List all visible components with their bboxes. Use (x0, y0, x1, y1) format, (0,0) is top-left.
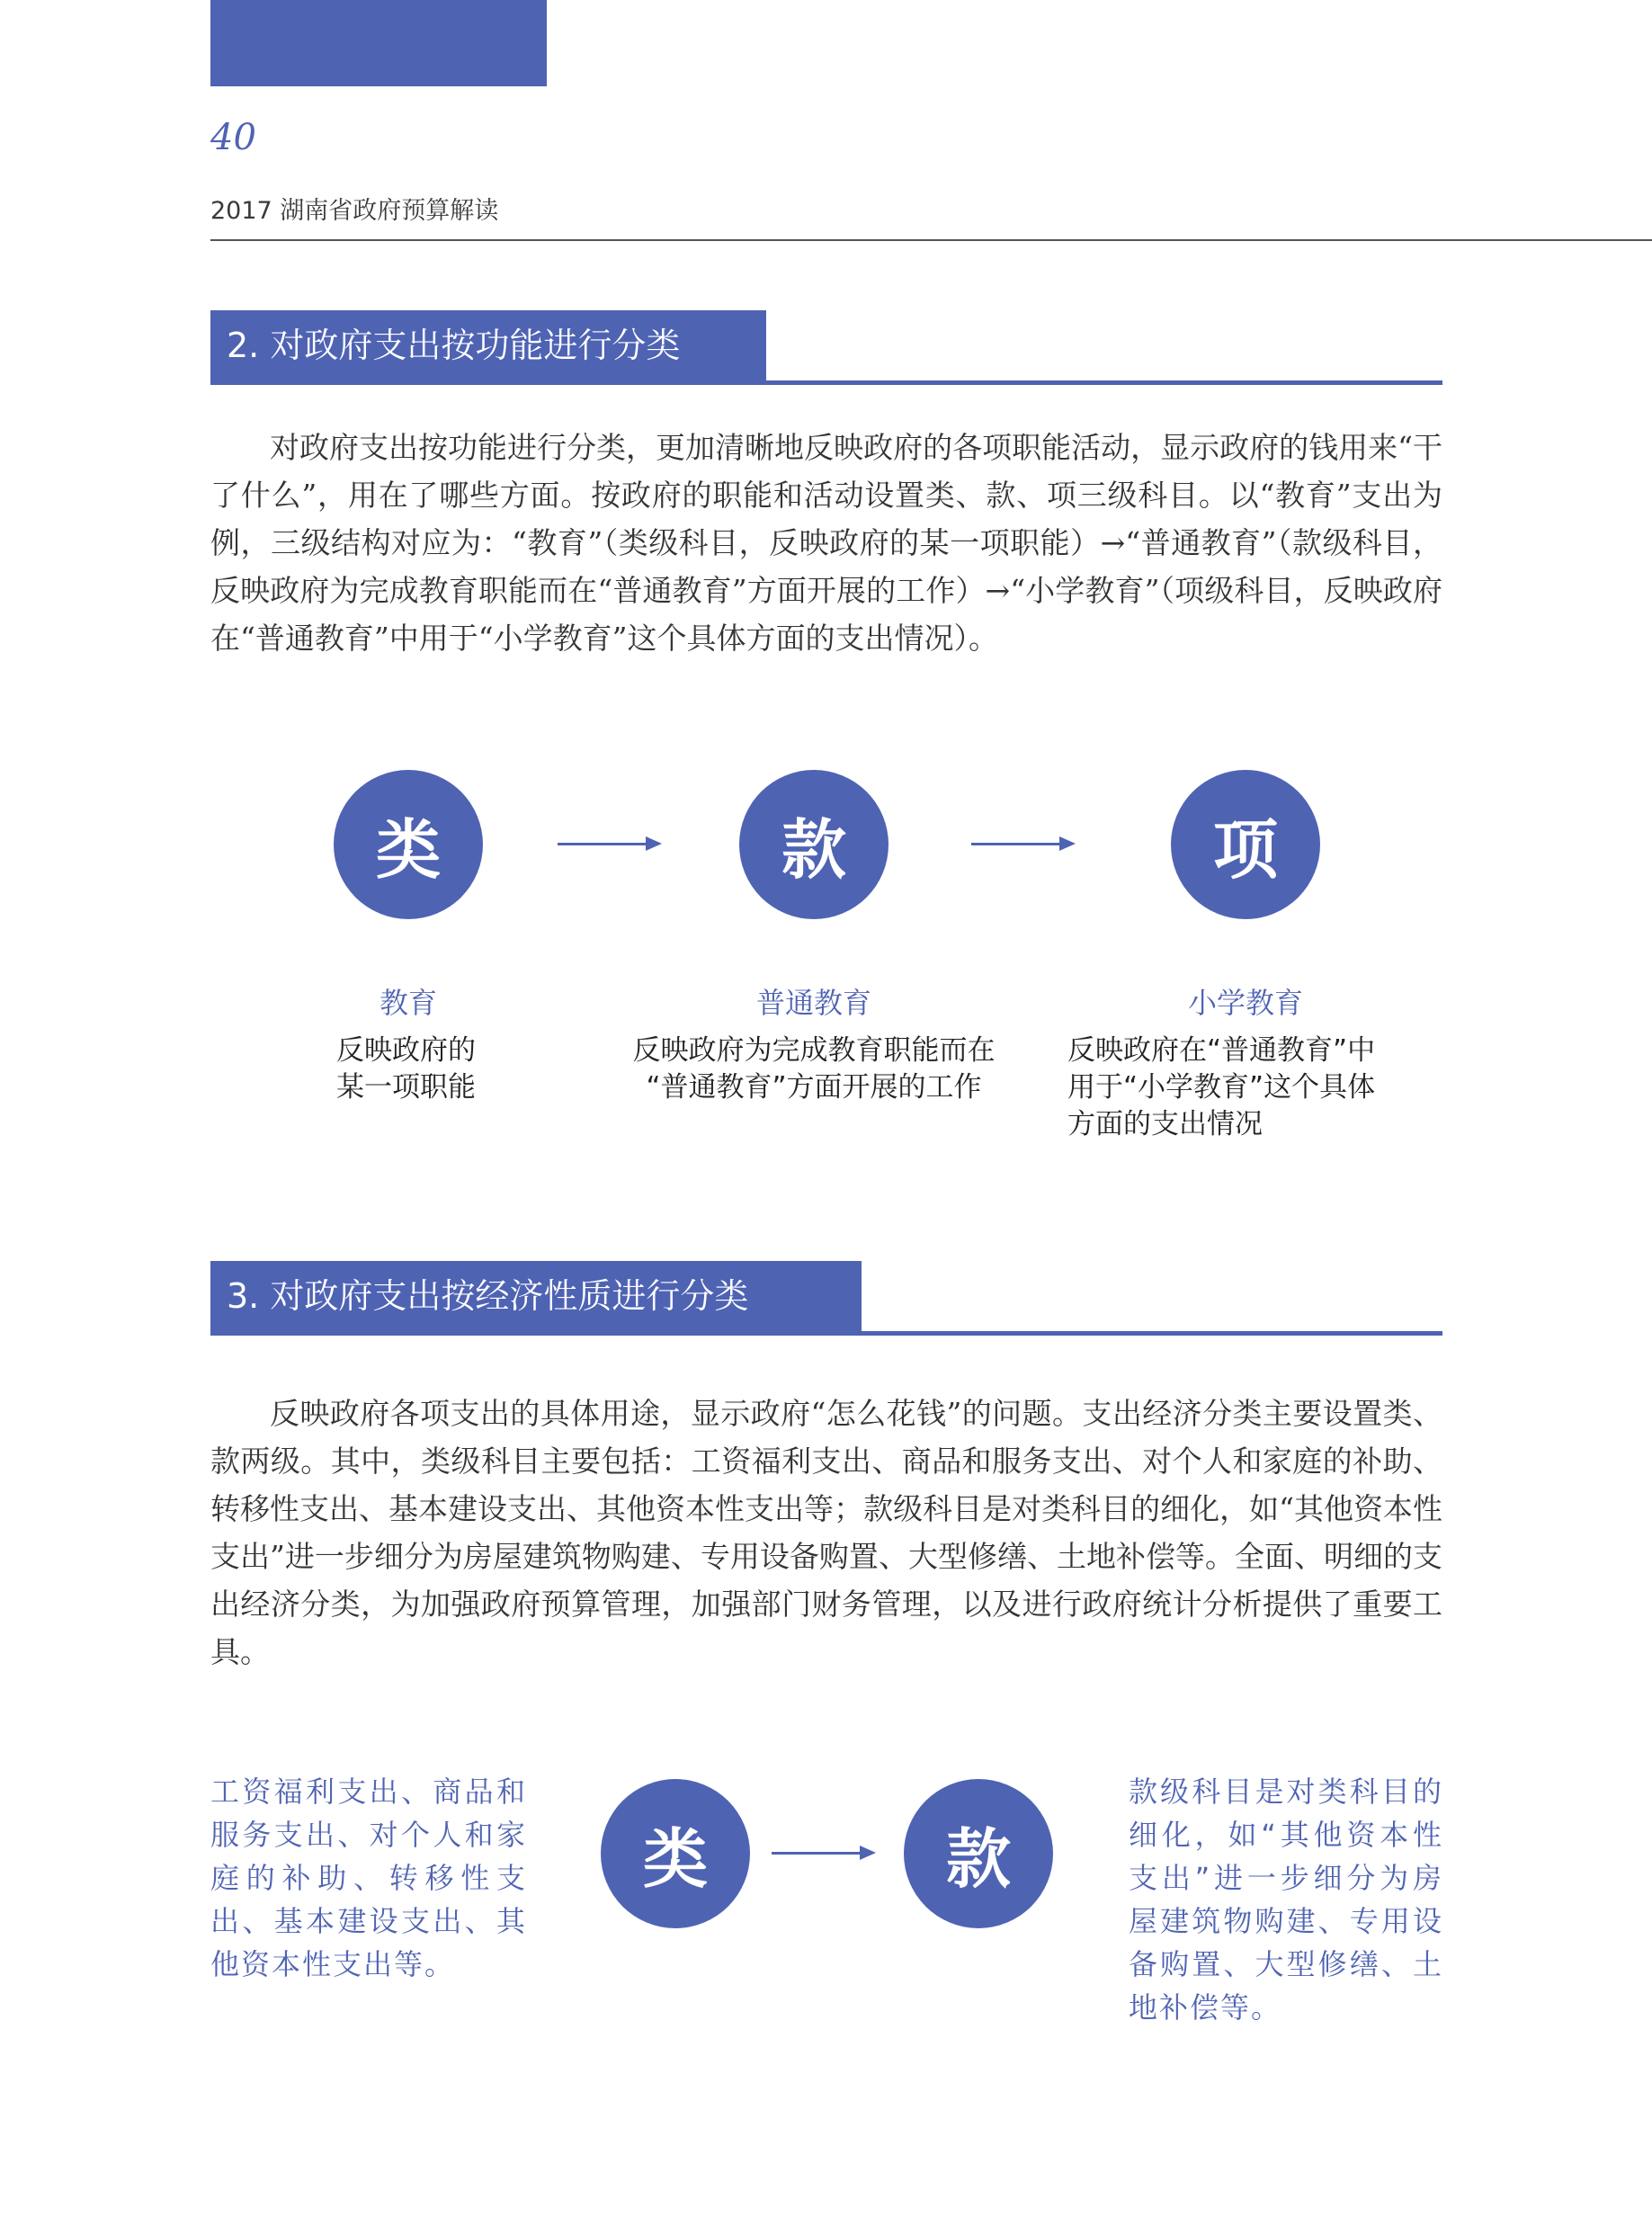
desc-line: 某一项职能 (336, 1071, 476, 1104)
diagram-node-xiang: 项 (1171, 770, 1320, 919)
desc-line: 方面的支出情况 (1067, 1108, 1263, 1140)
page-number: 40 (210, 117, 256, 158)
diagram-label-primary-education: 小学教育 (1187, 986, 1303, 1020)
desc-line: 反映政府的 (336, 1034, 476, 1067)
diagram2-node-lei: 类 (601, 1779, 750, 1928)
running-title: 2017 湖南省政府预算解读 (210, 197, 499, 225)
section-2-heading-rule (210, 380, 1442, 385)
diagram-arrow-2 (971, 843, 1072, 845)
header-rule (210, 239, 1652, 241)
diagram-label-general-education: 普通教育 (755, 986, 871, 1020)
diagram-desc-general-education (621, 1033, 1007, 1106)
diagram-label-education: 教育 (379, 986, 437, 1020)
diagram2-right-text: 款级科目是对类科目的细化，如“其他资本性支出”进一步细分为房屋建筑物购建、专用设备购置、大型修缮、土地补偿等。 (1129, 1775, 1443, 2025)
desc-line: 用于“小学教育”这个具体 (1067, 1071, 1376, 1104)
desc-line: 反映政府为完成教育职能而在 (632, 1034, 996, 1067)
diagram-arrow-1 (558, 843, 658, 845)
section-3-title: 3. 对政府支出按经济性质进行分类 (227, 1276, 749, 1316)
diagram-desc-education (336, 1033, 476, 1106)
diagram-desc-primary-education (1067, 1033, 1375, 1143)
diagram-node-lei: 类 (334, 770, 483, 919)
desc-line: 反映政府在“普通教育”中 (1067, 1034, 1376, 1067)
diagram-node-kuan: 款 (739, 770, 889, 919)
section-2-paragraph: 对政府支出按功能进行分类，更加清晰地反映政府的各项职能活动，显示政府的钱用来“干了什么”，用在了哪些方面。按政府的职能和活动设置类、款、项三级科目。以“教育”支出为例，三级结构对应为：“教育”（类级科目，反映政府的某一项职能）→“普通教育”（款级科目，反映政府为完成教育职能而在“普通教育”方面开展的工作）→“小学教育”（项级科目，反映政府在“普通教育”中用于“小学教育”这个具体方面的支出情况）。 (210, 430, 1442, 656)
desc-line: “普通教育”方面开展的工作 (646, 1071, 982, 1104)
section-3-heading-rule (210, 1331, 1442, 1336)
diagram2-arrow (772, 1852, 872, 1855)
section-2-title: 2. 对政府支出按功能进行分类 (227, 326, 681, 365)
diagram2-node-kuan: 款 (904, 1779, 1053, 1928)
diagram2-left-text: 工资福利支出、商品和服务支出、对个人和家庭的补助、转移性支出、基本建设支出、其他资本性支出等。 (210, 1775, 527, 1981)
header-color-block (210, 0, 547, 86)
section-3-paragraph: 反映政府各项支出的具体用途，显示政府“怎么花钱”的问题。支出经济分类主要设置类、款两级。其中，类级科目主要包括：工资福利支出、商品和服务支出、对个人和家庭的补助、转移性支出、基本建设支出、其他资本性支出等；款级科目是对类科目的细化，如“其他资本性支出”进一步细分为房屋建筑物购建、专用设备购置、大型修缮、土地补偿等。全面、明细的支出经济分类，为加强政府预算管理，加强部门财务管理，以及进行政府统计分析提供了重要工具。 (210, 1396, 1442, 1669)
